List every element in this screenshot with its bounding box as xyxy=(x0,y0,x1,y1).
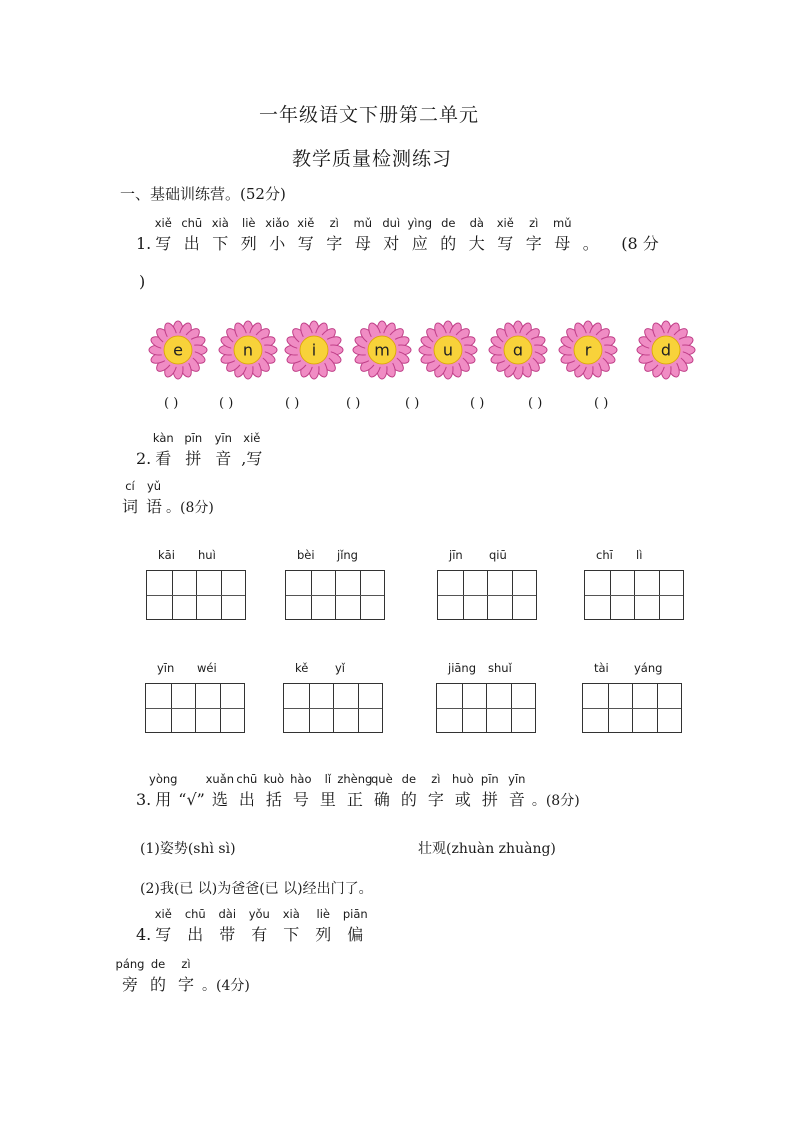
ruby-base: 或 xyxy=(454,790,471,809)
ruby-char xyxy=(294,216,318,254)
ruby-base: 列 xyxy=(315,925,332,944)
flower-icon xyxy=(148,320,208,380)
ruby-char xyxy=(237,216,261,254)
grid-pinyin: jǐng xyxy=(337,548,358,562)
ruby-base: 有 xyxy=(251,925,268,944)
q4-number: 4. xyxy=(136,925,152,944)
ruby-char xyxy=(181,431,205,469)
ruby-base: 用 xyxy=(155,790,172,809)
ruby-char xyxy=(279,907,303,945)
ruby-pinyin: xuǎn xyxy=(205,772,235,786)
grid-line xyxy=(147,595,245,596)
grid-line xyxy=(286,595,384,596)
ruby-pinyin: cí xyxy=(125,479,135,493)
grid-pinyin: huì xyxy=(198,548,216,562)
q1-ruby-text xyxy=(151,216,607,253)
ruby-pinyin: yòng xyxy=(149,772,178,786)
ruby-pinyin: piān xyxy=(342,907,368,921)
ruby-char xyxy=(235,772,259,810)
ruby-pinyin: xiě xyxy=(154,216,172,230)
ruby-base: 的 xyxy=(440,234,457,253)
grid-pinyin: kě xyxy=(295,661,309,675)
q1-number: 1. xyxy=(136,234,152,253)
flower-letter: m xyxy=(374,340,390,360)
ruby-char xyxy=(550,216,574,254)
ruby-pinyin: dà xyxy=(469,216,484,230)
ruby-char xyxy=(205,772,235,810)
ruby-pinyin: dài xyxy=(218,907,237,921)
ruby-char xyxy=(451,772,475,810)
answer-blank[interactable]: ( ) xyxy=(470,396,485,411)
ruby-pinyin: kuò xyxy=(263,772,285,786)
ruby-char xyxy=(174,957,198,995)
ruby-char xyxy=(149,772,178,810)
ruby-base: 字 xyxy=(427,790,444,809)
ruby-pinyin: xià xyxy=(282,907,300,921)
flower-icon xyxy=(218,320,278,380)
ruby-pinyin: mǔ xyxy=(553,216,572,230)
flower-letter: r xyxy=(584,340,592,360)
ruby-base: 出 xyxy=(187,925,204,944)
grid-pinyin: yǐ xyxy=(335,661,346,675)
ruby-pinyin: xià xyxy=(211,216,229,230)
grid-pinyin: bèi xyxy=(297,548,315,562)
ruby-base: 母 xyxy=(554,234,571,253)
ruby-pinyin: duì xyxy=(382,216,401,230)
ruby-pinyin: yǒu xyxy=(248,907,270,921)
ruby-char xyxy=(146,957,170,995)
writing-grid[interactable] xyxy=(283,683,383,733)
q2-line1 xyxy=(136,431,268,469)
grid-line xyxy=(284,708,382,709)
ruby-char xyxy=(351,216,375,254)
q4-score: 。(4分) xyxy=(202,978,250,994)
grid-pinyin: shuǐ xyxy=(488,661,512,675)
ruby-base: 字 xyxy=(326,234,343,253)
writing-grid[interactable] xyxy=(436,683,536,733)
ruby-char xyxy=(118,479,142,517)
ruby-pinyin: pīn xyxy=(480,772,499,786)
ruby-char xyxy=(178,790,205,809)
ruby-char xyxy=(579,231,603,254)
q3-item1-right: 壮观(zhuàn zhuàng) xyxy=(418,841,556,857)
ruby-pinyin: yǔ xyxy=(146,479,162,493)
section-1-heading: 一、基础训练营。(52分) xyxy=(120,185,286,203)
flower-icon xyxy=(488,320,548,380)
ruby-base: 下 xyxy=(283,925,300,944)
ruby-base: 应 xyxy=(411,234,428,253)
ruby-base: 确 xyxy=(373,790,390,809)
flower-letter: d xyxy=(660,340,672,360)
ruby-char xyxy=(151,216,175,254)
flower-letter: u xyxy=(442,340,454,360)
q4-ruby-line1 xyxy=(151,907,375,944)
q1-line xyxy=(136,216,659,254)
ruby-char xyxy=(397,772,421,810)
grid-line xyxy=(585,595,683,596)
ruby-base: 旁 xyxy=(121,975,138,994)
grid-line xyxy=(583,708,681,709)
ruby-pinyin: liè xyxy=(316,907,330,921)
ruby-base: 写 xyxy=(155,925,172,944)
ruby-pinyin: xiě xyxy=(154,907,172,921)
ruby-pinyin: què xyxy=(370,772,393,786)
ruby-pinyin: chū xyxy=(236,772,258,786)
ruby-pinyin: kàn xyxy=(152,431,174,445)
writing-grid[interactable] xyxy=(584,570,684,620)
ruby-pinyin: yìng xyxy=(407,216,433,230)
ruby-char xyxy=(436,216,460,254)
answer-blank[interactable]: ( ) xyxy=(219,396,234,411)
ruby-base: 出 xyxy=(238,790,255,809)
ruby-char xyxy=(180,216,204,254)
q4-line1 xyxy=(136,907,375,945)
q2-number: 2. xyxy=(136,449,152,468)
ruby-pinyin: de xyxy=(401,772,417,786)
q2-ruby-line1 xyxy=(151,431,268,468)
grid-pinyin: qiū xyxy=(489,548,507,562)
ruby-base: 对 xyxy=(383,234,400,253)
ruby-base: “√” xyxy=(178,790,205,809)
grid-line xyxy=(146,708,244,709)
ruby-char xyxy=(505,772,529,810)
q3-score: 。(8分) xyxy=(531,793,580,809)
ruby-pinyin: zì xyxy=(431,772,441,786)
writing-grid[interactable] xyxy=(582,683,682,733)
grid-line xyxy=(437,708,535,709)
ruby-pinyin: zì xyxy=(329,216,339,230)
ruby-base: 写 xyxy=(297,234,314,253)
ruby-base: 的 xyxy=(400,790,417,809)
ruby-char xyxy=(211,431,235,469)
ruby-pinyin: zì xyxy=(181,957,191,971)
grid-pinyin: chī xyxy=(596,548,613,562)
q2-line2 xyxy=(118,479,214,517)
ruby-char xyxy=(478,772,502,810)
ruby-pinyin: chū xyxy=(181,216,203,230)
answer-blank[interactable]: ( ) xyxy=(285,396,300,411)
ruby-base: 正 xyxy=(346,790,363,809)
flower-icon xyxy=(284,320,344,380)
ruby-pinyin: de xyxy=(441,216,456,230)
ruby-char xyxy=(311,907,335,945)
flower-icon xyxy=(558,320,618,380)
title-line1: 一年级语文下册第二单元 xyxy=(259,104,480,126)
q2-score: 。(8分) xyxy=(166,500,214,516)
ruby-pinyin: xiě xyxy=(243,431,261,445)
q4-line2 xyxy=(115,957,250,995)
title-line2: 教学质量检测练习 xyxy=(292,148,453,170)
ruby-pinyin: de xyxy=(150,957,166,971)
grid-pinyin: yīn xyxy=(157,661,175,675)
grid-pinyin: yáng xyxy=(634,661,663,675)
q1-score-close: ) xyxy=(139,272,146,291)
q2-ruby-line2 xyxy=(118,479,166,516)
ruby-char xyxy=(465,216,489,254)
ruby-char xyxy=(265,216,290,254)
ruby-base: 拼 xyxy=(185,449,202,468)
ruby-base: 里 xyxy=(319,790,336,809)
ruby-base: 字 xyxy=(177,975,194,994)
ruby-char xyxy=(151,431,175,469)
ruby-pinyin: páng xyxy=(115,957,145,971)
ruby-char xyxy=(322,216,346,254)
writing-grid[interactable] xyxy=(285,570,385,620)
flower-letter: e xyxy=(173,340,183,360)
q3-ruby-text xyxy=(149,772,532,809)
ruby-base: 出 xyxy=(183,234,200,253)
grid-pinyin: jīn xyxy=(449,548,463,562)
ruby-base: 写 xyxy=(497,234,514,253)
ruby-char xyxy=(142,479,166,517)
ruby-base: 的 xyxy=(149,975,166,994)
ruby-base: 词 xyxy=(121,497,138,516)
ruby-char xyxy=(262,772,286,810)
answer-blank[interactable]: ( ) xyxy=(528,396,543,411)
ruby-char xyxy=(407,216,433,254)
q3-item2: (2)我(已 以)为爸爸(已 以)经出门了。 xyxy=(140,881,373,897)
ruby-char xyxy=(289,772,313,810)
ruby-base: 写 xyxy=(155,234,172,253)
answer-blank[interactable]: ( ) xyxy=(164,396,179,411)
ruby-pinyin: pīn xyxy=(184,431,203,445)
ruby-base: 带 xyxy=(219,925,236,944)
ruby-char xyxy=(247,907,271,945)
ruby-base: 下 xyxy=(212,234,229,253)
ruby-pinyin: hào xyxy=(290,772,312,786)
writing-grid[interactable] xyxy=(437,570,537,620)
grid-pinyin: wéi xyxy=(197,661,217,675)
flower-letter: n xyxy=(242,340,254,360)
ruby-char xyxy=(370,772,394,810)
grid-pinyin: jiāng xyxy=(448,661,477,675)
ruby-char xyxy=(493,216,517,254)
ruby-pinyin: mǔ xyxy=(353,216,373,230)
q3-line xyxy=(136,772,580,810)
ruby-pinyin: xiǎo xyxy=(265,216,290,230)
ruby-pinyin: zhèng xyxy=(337,772,373,786)
ruby-base: 音 xyxy=(215,449,232,468)
grid-pinyin: tài xyxy=(594,661,609,675)
answer-blank[interactable]: ( ) xyxy=(346,396,361,411)
ruby-base: 大 xyxy=(468,234,485,253)
ruby-char xyxy=(379,216,403,254)
ruby-pinyin: liè xyxy=(242,216,256,230)
q4-ruby-line2 xyxy=(115,957,202,994)
flower-icon xyxy=(352,320,412,380)
ruby-base: ,写 xyxy=(241,449,263,468)
ruby-char xyxy=(183,907,207,945)
ruby-base: 语 xyxy=(145,497,162,516)
ruby-base: 母 xyxy=(354,234,371,253)
ruby-char xyxy=(115,957,145,995)
ruby-pinyin: yīn xyxy=(214,431,232,445)
flower-icon xyxy=(418,320,478,380)
ruby-base: 括 xyxy=(265,790,282,809)
grid-pinyin: lì xyxy=(636,548,643,562)
ruby-base: 看 xyxy=(155,449,172,468)
ruby-pinyin: chū xyxy=(184,907,206,921)
ruby-char xyxy=(241,431,263,469)
ruby-base: 音 xyxy=(508,790,525,809)
ruby-base: 。 xyxy=(582,234,599,253)
ruby-char xyxy=(424,772,448,810)
q1-score: (8 分 xyxy=(621,234,659,253)
ruby-char xyxy=(151,907,175,945)
ruby-char xyxy=(208,216,232,254)
writing-grid[interactable] xyxy=(146,570,246,620)
flower-letter: i xyxy=(311,340,317,360)
flower-letter: ɑ xyxy=(512,340,524,360)
grid-line xyxy=(438,595,536,596)
q3-number: 3. xyxy=(136,790,152,809)
ruby-base: 列 xyxy=(240,234,257,253)
ruby-pinyin: zì xyxy=(529,216,539,230)
ruby-pinyin: lǐ xyxy=(324,772,332,786)
ruby-base: 选 xyxy=(211,790,228,809)
ruby-base: 号 xyxy=(292,790,309,809)
ruby-pinyin: huò xyxy=(452,772,474,786)
ruby-char xyxy=(337,772,373,810)
ruby-base: 小 xyxy=(269,234,286,253)
answer-blank[interactable]: ( ) xyxy=(594,396,609,411)
ruby-base: 拼 xyxy=(481,790,498,809)
ruby-char xyxy=(342,907,368,945)
ruby-pinyin: yīn xyxy=(508,772,526,786)
grid-pinyin: kāi xyxy=(158,548,175,562)
ruby-base: 偏 xyxy=(347,925,364,944)
writing-grid[interactable] xyxy=(145,683,245,733)
ruby-char xyxy=(522,216,546,254)
ruby-char xyxy=(215,907,239,945)
flower-icon xyxy=(636,320,696,380)
ruby-pinyin: xiě xyxy=(297,216,315,230)
answer-blank[interactable]: ( ) xyxy=(405,396,420,411)
ruby-char xyxy=(316,772,340,810)
ruby-base: 字 xyxy=(525,234,542,253)
ruby-pinyin: xiě xyxy=(496,216,514,230)
q3-item1-left: (1)姿势(shì sì) xyxy=(140,841,236,857)
